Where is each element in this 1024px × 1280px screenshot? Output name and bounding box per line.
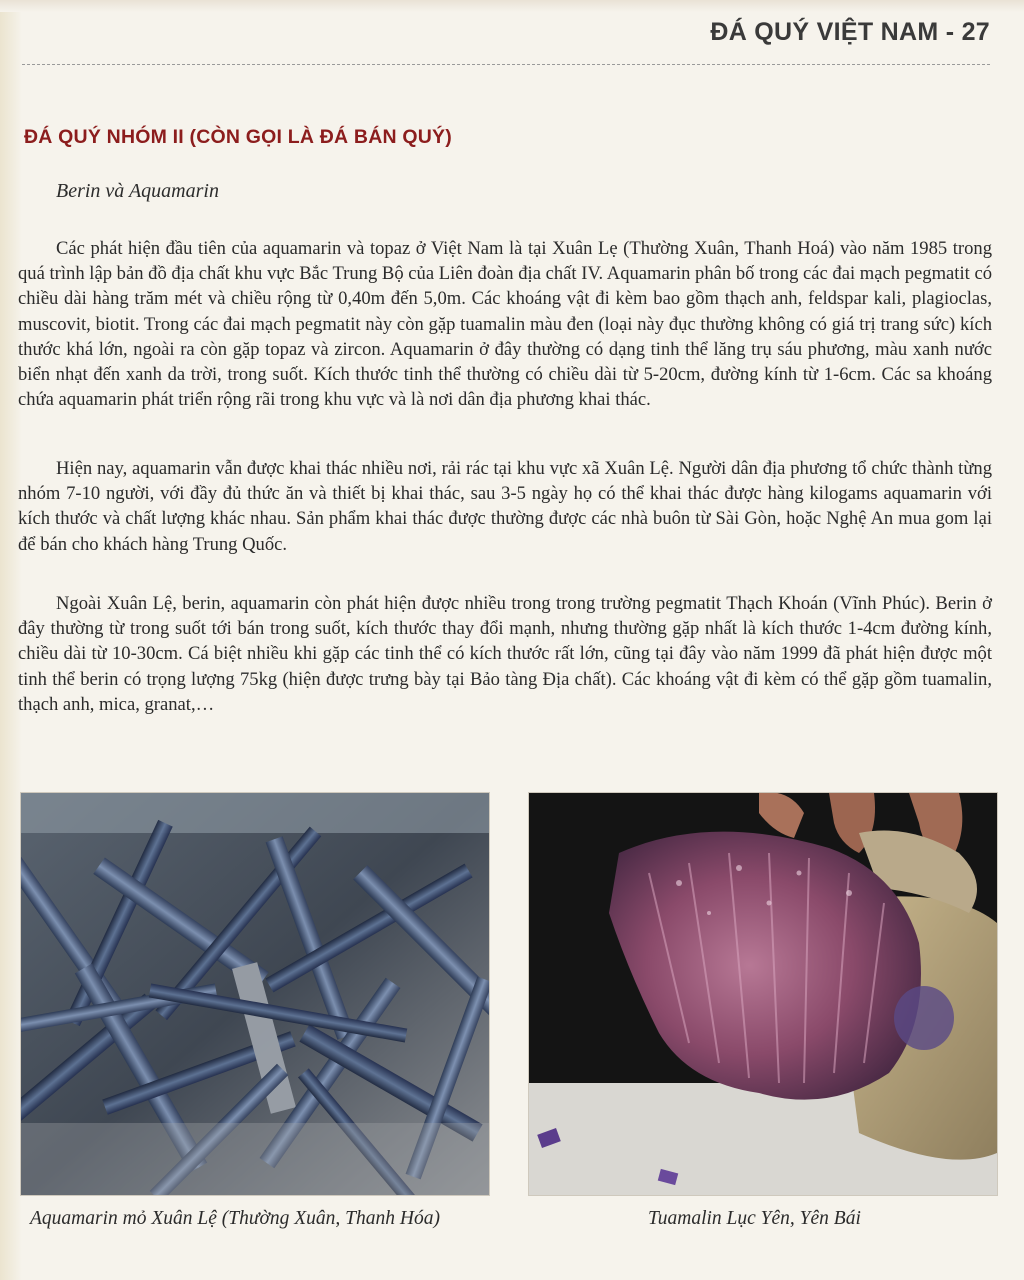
figure-caption-tourmaline: Tuamalin Lục Yên, Yên Bái — [648, 1208, 861, 1229]
tourmaline-specimen-photo — [528, 792, 998, 1196]
page-top-edge — [0, 0, 1024, 12]
paragraph-2: Hiện nay, aquamarin vẫn được khai thác nhiều nơi, rải rác tại khu vực xã Xuân Lệ. Người dân địa phương tổ chức thành từng nhóm 7-10 người, với đầy đủ thức ăn và thiết bị khai thác, sau 3-5 ngày họ có thể khai thác được hàng kilogams aquamarin với kích thước và chất lượng khác nhau. Sản phẩm khai thác được thường được các nhà buôn từ Sài Gòn, hoặc Nghệ An mua gom lại để bán cho khách hàng Trung Quốc. — [18, 458, 992, 555]
figure-caption-aquamarine: Aquamarin mỏ Xuân Lệ (Thường Xuân, Thanh Hóa) — [30, 1208, 440, 1229]
paragraph-1: Các phát hiện đầu tiên của aquamarin và topaz ở Việt Nam là tại Xuân Lẹ (Thường Xuân, Thanh Hoá) vào năm 1985 trong quá trình lập bản đồ địa chất khu vực Bắc Trung Bộ của Liên đoàn địa chất IV. Aquamarin phân bố trong các đai mạch pegmatit có chiều dài hàng trăm mét và chiều rộng từ 0,40m đến 5,0m. Các khoáng vật đi kèm bao gồm thạch anh, feldspar kali, plagioclas, muscovit, biotit. Trong các đai mạch pegmatit này còn gặp tuamalin màu đen (loại này đục thường không có giá trị trang sức) kích thước khá lớn, ngoài ra còn gặp topaz và zircon. Aquamarin ở đây thường có dạng tinh thể lăng trụ sáu phương, màu xanh nước biển nhạt đến xanh da trời, trong suốt. Kích thước tinh thể thường có chiều dài từ 5-20cm, đường kính từ 1-6cm. Các sa khoáng chứa aquamarin phát triển rộng rãi trong khu vực và là nơi dân địa phương khai thác. — [18, 238, 992, 411]
paragraph-3: Ngoài Xuân Lệ, berin, aquamarin còn phát hiện được nhiều trong trong trường pegmatit Thạch Khoán (Vĩnh Phúc). Berin ở đây thường từ trong suốt tới bán trong suốt, kích thước thay đổi mạnh, nhưng thường gặp nhất là kích thước 1-4cm đường kính, chiều dài từ 10-30cm. Cá biệt nhiều khi gặp các tinh thể có kích thước rất lớn, cũng tại đây vào năm 1999 đã phát hiện được một tinh thể berin có trọng lượng 75kg (hiện được trưng bày tại Bảo tàng Địa chất). Các khoáng vật đi kèm có thể gặp gồm tuamalin, thạch anh, mica, granat,… — [18, 593, 992, 715]
aquamarine-crystals-photo — [20, 792, 490, 1196]
running-header: ĐÁ QUÝ VIỆT NAM - 27 — [710, 18, 990, 46]
header-rule — [22, 64, 990, 65]
subsection-heading: Berin và Aquamarin — [56, 180, 219, 202]
section-heading: ĐÁ QUÝ NHÓM II (CÒN GỌI LÀ ĐÁ BÁN QUÝ) — [24, 126, 452, 148]
